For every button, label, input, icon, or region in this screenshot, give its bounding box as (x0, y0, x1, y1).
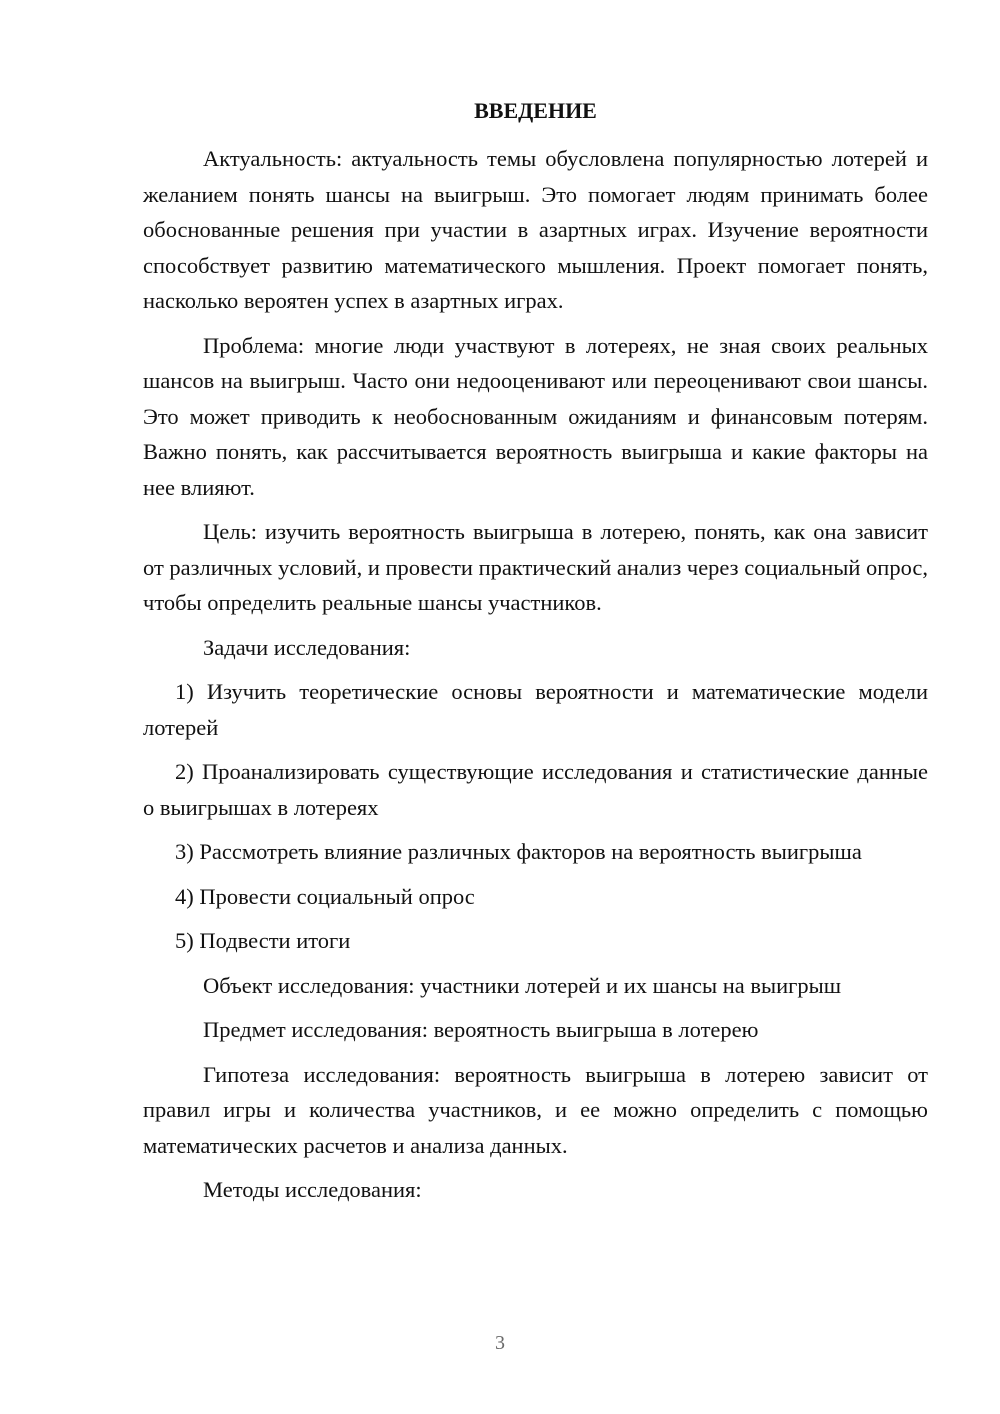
tasks-heading: Задачи исследования: (203, 634, 411, 660)
task-item-4: 4) Провести социальный опрос (175, 883, 475, 909)
paragraph-methods: Методы исследования: (203, 1177, 422, 1202)
paragraph-object: Объект исследования: участники лотерей и их шансы на выигрыш (203, 972, 842, 998)
paragraph-problem: Проблема: многие люди участвуют в лотереях, не зная своих реальных шансов на выигрыш. Часто они недооценивают или переоценивают свои шансы. Это может приводить к необоснованным ожиданиям и финансовым потерям. Важно понять, как рассчитывается вероятность выигрыша и какие факторы на нее влияют. (143, 332, 928, 500)
task-item-1: 1) Изучить теоретические основы вероятности и математические модели лотерей (143, 679, 928, 740)
paragraph-relevance: Актуальность: актуальность темы обусловлена популярностью лотерей и желанием понять шансы на выигрыш. Это помогает людям принимать более обоснованные решения при участии в азартных играх. Изучение вероятности способствует развитию математического мышления. Проект помогает понять, насколько вероятен успех в азартных играх. (143, 146, 928, 313)
task-item-3: 3) Рассмотреть влияние различных факторов на вероятность выигрыша (175, 839, 862, 864)
paragraph-subject: Предмет исследования: вероятность выигрыша в лотерею (203, 1017, 759, 1042)
paragraph-goal: Цель: изучить вероятность выигрыша в лотерею, понять, как она зависит от различных условий, и провести практический анализ через социальный опрос, чтобы определить реальные шансы участников. (143, 519, 928, 615)
task-item-5: 5) Подвести итоги (175, 928, 351, 953)
page-number: 3 (495, 1332, 505, 1354)
document-page (143, 95, 928, 1217)
task-item-2: 2) Проанализировать существующие исследования и статистические данные о выигрышах в лотереях (143, 759, 928, 820)
paragraph-hypothesis: Гипотеза исследования: вероятность выигрыша в лотерею зависит от правил игры и количества участников, и ее можно определить с помощью математических расчетов и анализа данных. (143, 1061, 928, 1158)
page-title: ВВЕДЕНИЕ (474, 98, 597, 123)
